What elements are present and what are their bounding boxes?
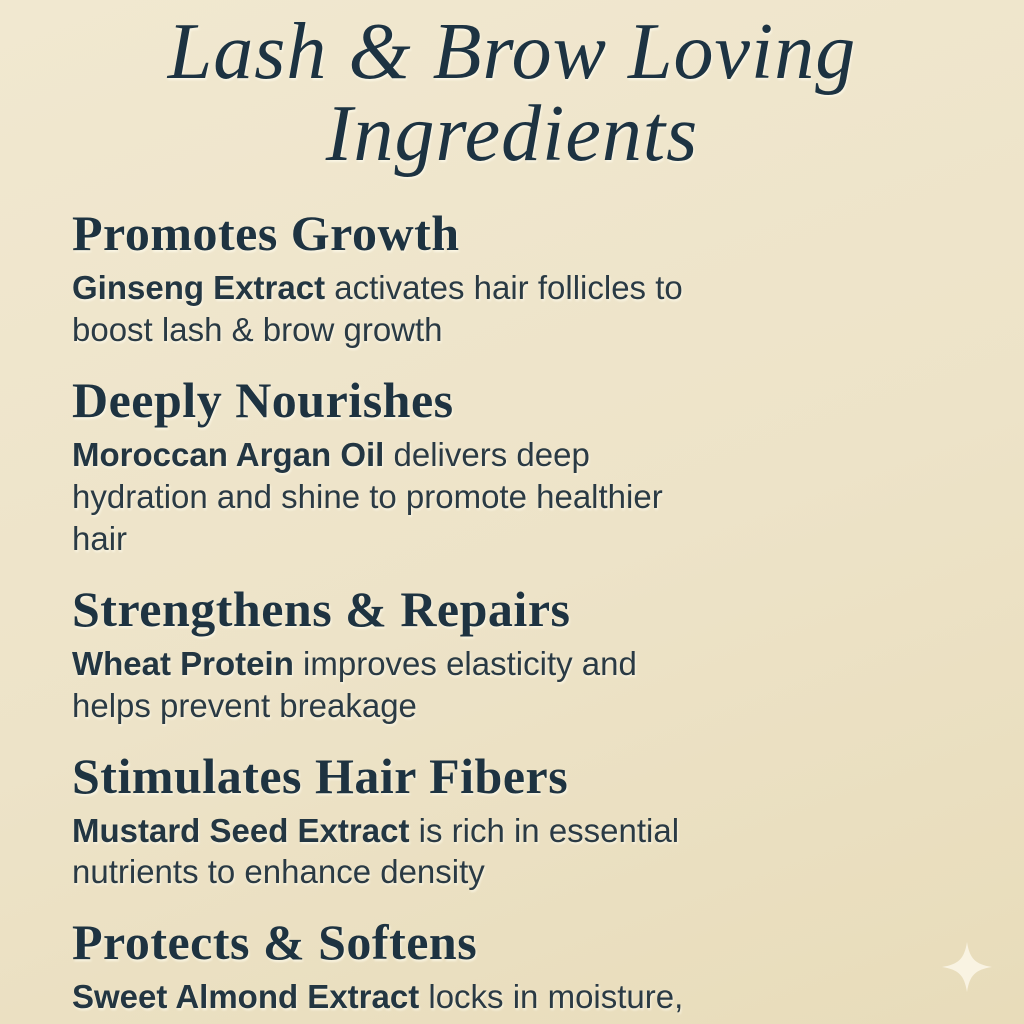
ingredient-name: Wheat Protein — [72, 644, 294, 682]
ingredient-name: Ginseng Extract — [72, 269, 326, 307]
ingredient-benefit-text: improves elasticity and helps prevent breakage — [72, 644, 637, 724]
section-stimulates-hair-fibers — [72, 748, 964, 894]
poster-title-line-1: Lash & Brow Loving — [167, 8, 857, 96]
section-promotes-growth — [72, 205, 964, 351]
section-heading: Strengthens & Repairs — [72, 580, 571, 637]
poster-title-block — [0, 0, 1024, 178]
ingredient-benefit-text: delivers deep hydration and shine to promote healthier hair — [72, 436, 663, 557]
ingredient-sections — [0, 205, 1024, 1018]
section-strengthens-repairs — [72, 581, 964, 727]
section-description — [72, 267, 712, 351]
poster-title-line-2: Ingredients — [325, 89, 699, 178]
section-heading: Promotes Growth — [72, 205, 460, 262]
section-heading: Deeply Nourishes — [72, 372, 454, 428]
section-description — [72, 643, 712, 727]
ingredient-benefit-text: activates hair follicles to boost lash & brow growth — [72, 269, 683, 349]
section-deeply-nourishes — [72, 372, 964, 560]
section-heading: Stimulates Hair Fibers — [72, 747, 569, 804]
sparkle-icon — [941, 941, 993, 993]
ingredient-name: Mustard Seed Extract — [72, 811, 410, 849]
section-description — [72, 976, 712, 1018]
ingredient-benefit-text: locks in moisture, — [428, 978, 684, 1016]
section-protects-softens — [72, 914, 964, 1018]
section-description — [72, 810, 712, 894]
section-description — [72, 434, 712, 560]
section-heading: Protects & Softens — [72, 914, 478, 971]
ingredient-name: Sweet Almond Extract — [72, 978, 420, 1016]
ingredient-name: Moroccan Argan Oil — [72, 436, 385, 473]
ingredient-benefit-text: is rich in essential nutrients to enhance density — [72, 811, 680, 891]
